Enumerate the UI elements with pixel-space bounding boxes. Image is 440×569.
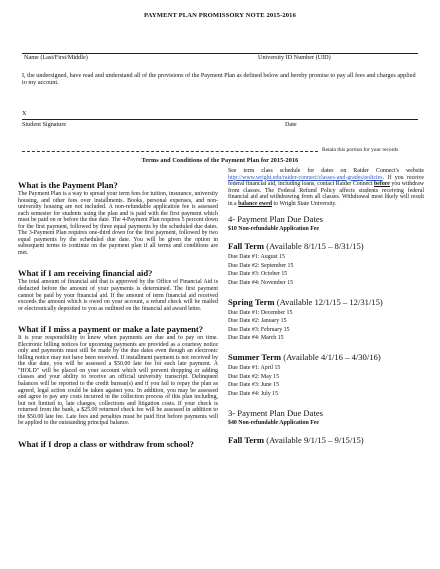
uid-label: University ID Number (UID) [258,54,331,61]
section-body: It is your responsibility to know when payments are due and to pay on time. Electronic billing notices for upcoming payments are provided as a courtesy notice only and payments must still be made by the due dates even though an electronic billing notice may not have been received. If installment payment is not received by the due date, you will be assessed a $50.00 late fee for each late payment. A "HOLD" will be placed on your account which will prevent dropping or adding classes and your ability to receive an official university transcript. Delinquent balances will be reported to the credit bureau(s) and if you fail to repay the plan as agreed, legal action could be taken against you. In addition, you may be assessed and agree to pay any costs incurred in the collection process of this plan including, but not limited to, late charges, collections and litigation costs. If your check is returned from the bank, a $25.00 returned check fee will be assessed in addition to the $50.00 late fee. Late fees and penalties must be paid first before payments will be applied to the outstanding principal balance. [18,335,218,427]
due-date: Due Date #4: July 15 [228,390,279,397]
section-heading: What if I am receiving financial aid? [18,268,153,279]
due-date: Due Date #1: December 15 [228,309,293,316]
plan3-heading: 3- Payment Plan Due Dates [228,408,323,419]
due-date: Due Date #2: September 15 [228,262,294,269]
due-date: Due Date #2: January 15 [228,318,287,325]
signature-line [22,119,418,120]
term-heading: Fall Term (Available 9/1/15 – 9/15/15) [228,435,364,446]
plan4-fee: $10 Non-refundable Application Fee [228,226,320,233]
date-label: Date [285,121,297,128]
section-heading: What if I drop a class or withdraw from school? [18,438,194,449]
due-date: Due Date #3: June 15 [228,382,280,389]
policy-link[interactable]: http://www.wright.edu/raider-connect/classes-and-grades/policies [228,174,383,181]
due-date: Due Date #4: March 15 [228,335,284,342]
name-label: Name (Last/First/Middle) [24,54,88,61]
section-body: The total amount of financial aid that is approved by the Office of Financial Aid is deducted before the amount of your payments is determined. The first payment cannot be paid by your financial aid. If the amount of term financial aid received exceeds the amount which is owed on your account, a refund check will be mailed or electronically deposited to you as outlined on the financial aid award letter. [18,279,218,312]
term-heading: Spring Term (Available 12/1/15 – 12/31/15) [228,296,383,307]
terms-title: Terms and Conditions of the Payment Plan for 2015-2016 [141,157,299,164]
due-date: Due Date #3: October 15 [228,271,288,278]
agreement-text: I, the undersigned, have read and understand all of the provisions of the Payment Plan as defined below and hereby promise to pay all fees and charges applied to my account. [22,72,416,87]
due-date: Due Date #2: May 15 [228,373,280,380]
due-date: Due Date #1: April 15 [228,365,281,372]
term-heading: Summer Term (Available 4/1/16 – 4/30/16) [228,352,381,363]
due-date: Due Date #4: November 15 [228,280,294,287]
due-date: Due Date #3: February 15 [228,326,290,333]
term-heading: Fall Term (Available 8/1/15 – 8/31/15) [228,241,364,252]
document-title: PAYMENT PLAN PROMISSORY NOTE 2015-2016 [144,12,296,19]
due-date: Due Date #1: August 15 [228,254,285,261]
cut-line [22,151,318,152]
plan3-fee: $40 Non-refundable Application Fee [228,420,320,427]
left-column [18,168,218,449]
withdraw-intro: See term class schedule for dates on Raider Connect's website http://www.wright.edu/raider-connect/classes-and-grades/policies. If you receive federal financial aid, including loans, contact Raider Connect before you withdraw from classes. The Federal Refund Policy affects students receiving federal financial aid and withdrawing from all classes. Withdrawal most likely will result in a balance owed to Wright State University. [228,168,424,207]
section-body: The Payment Plan is a way to spread your term fees for tuition, insurance, university housing, and other fees over installments. Books, personal expenses, and non-university housing are not included. A non-refundable application fee is assessed each semester for students using the plan and is paid with the first payment which must be paid on or before the due date. The 4-Payment Plan requires 5 percent down for the first payment, followed by three equal payments by the scheduled due dates. The 3-Payment Plan requires one-third down for the first payment, followed by two equal payments by the scheduled due date. You will be given the option in subsequent terms to continue on the payment plan if all terms and conditions are met. [18,191,218,256]
plan4-heading: 4- Payment Plan Due Dates [228,214,323,225]
section-heading: What if I miss a payment or make a late payment? [18,324,204,335]
signature-x: X [22,110,27,117]
retain-note: Retain this portion for your records [322,147,399,153]
section-heading: What is the Payment Plan? [18,180,118,190]
signature-label: Student Signature [22,121,67,128]
right-column [228,168,424,445]
